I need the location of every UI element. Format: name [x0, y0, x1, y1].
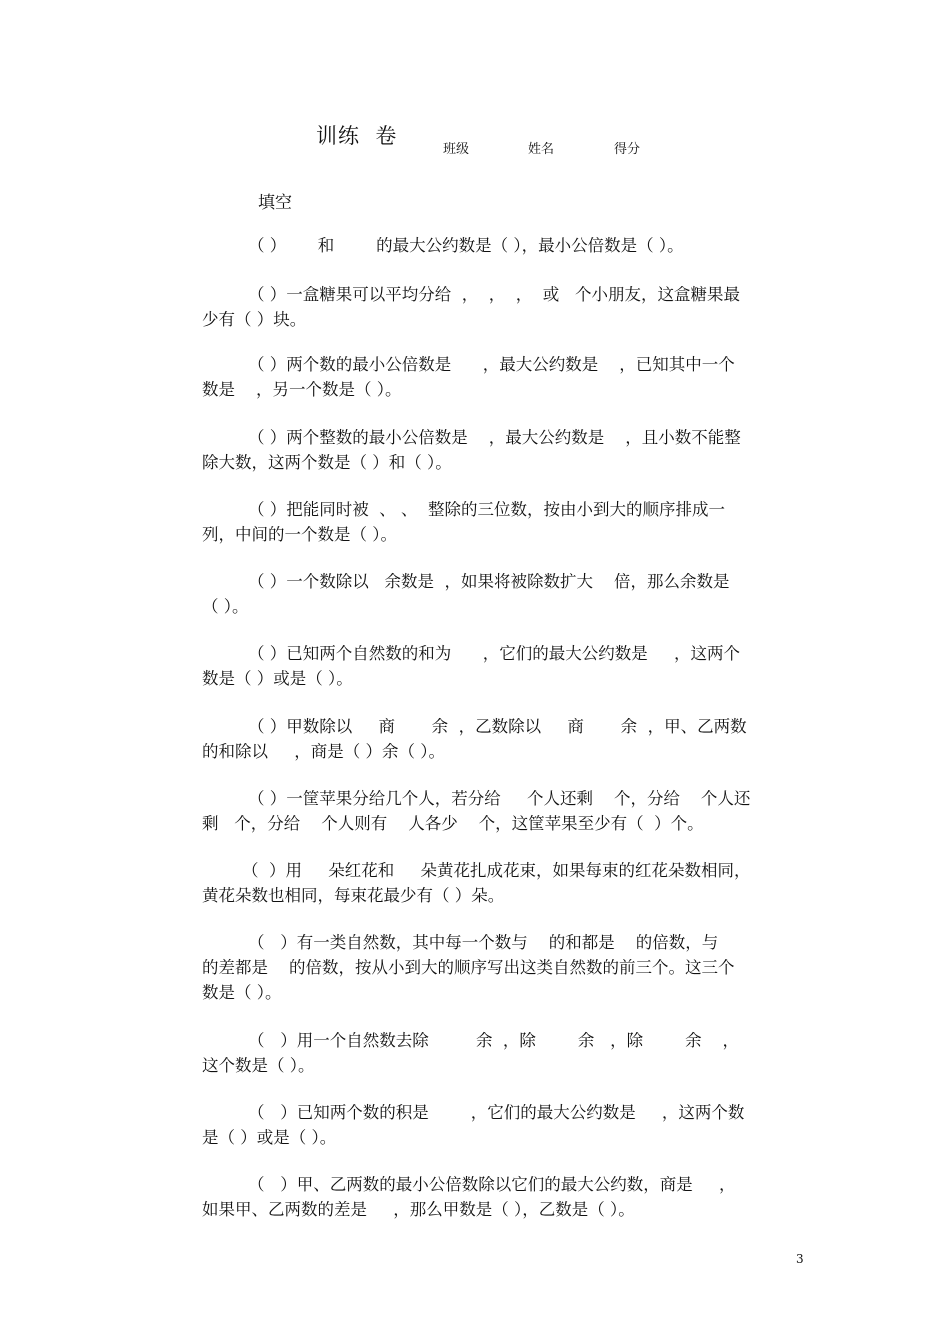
- question-text-cont: 剩 个，分给 个人则有 人各少 个，这筐苹果至少有（ ）个。: [202, 814, 704, 833]
- question-text: （ ）两个整数的最小公倍数是 ，最大公约数是 ，且小数不能整: [248, 428, 741, 447]
- question-text: （ ）有一类自然数，其中每一个数与 的和都是 的倍数，与: [248, 933, 719, 952]
- question-text-cont: 除大数，这两个数是（ ）和（ ）。: [202, 453, 452, 472]
- question-text: （ ）一筐苹果分给几个人，若分给 个人还剩 个，分给 个人还: [248, 789, 751, 808]
- question-13: [202, 1100, 810, 1150]
- question-text: （ ）一盒糖果可以平均分给 ， ， ， 或 个小朋友，这盒糖果最: [248, 285, 740, 304]
- page-title: 训练 卷: [316, 124, 398, 148]
- question-4: [202, 425, 810, 475]
- question-6: [202, 569, 810, 619]
- question-2: [202, 282, 810, 332]
- question-text-cont: 数是 ，另一个数是（ ）。: [202, 380, 402, 399]
- question-text-cont: 列，中间的一个数是（ ）。: [202, 525, 397, 544]
- question-3: [202, 352, 810, 402]
- question-text-cont: 黄花朵数也相同，每束花最少有（ ）朵。: [202, 886, 505, 905]
- question-11: [202, 930, 810, 1005]
- question-text: （ ）已知两个自然数的和为 ，它们的最大公约数是 ，这两个: [248, 644, 740, 663]
- question-7: [202, 641, 810, 691]
- question-text-cont: 的和除以 ，商是（ ）余（ ）。: [202, 742, 445, 761]
- question-8: [202, 714, 810, 764]
- score-label: 得分: [614, 142, 641, 157]
- question-14: [202, 1172, 810, 1222]
- class-label: 班级: [443, 142, 470, 157]
- question-10: [202, 858, 810, 908]
- question-12: [202, 1028, 810, 1078]
- question-text-cont: 数是（ ）。: [202, 983, 282, 1002]
- question-9: [202, 786, 810, 836]
- question-text-cont: 如果甲、乙两数的差是 ，那么甲数是（ ），乙数是（ ）。: [202, 1200, 635, 1219]
- question-text: （ ） 和 的最大公约数是（ ），最小公倍数是（ ）。: [248, 236, 684, 255]
- question-text: （ ）已知两个数的积是 ，它们的最大公约数是 ，这两个数: [248, 1103, 745, 1122]
- question-text-cont: 这个数是（ ）。: [202, 1056, 315, 1075]
- question-text-cont: 数是（ ）或是（ ）。: [202, 669, 353, 688]
- question-text-cont: （ ）。: [202, 597, 249, 616]
- page-number: 3: [796, 1252, 804, 1266]
- question-text: （ ）两个数的最小公倍数是 ，最大公约数是 ，已知其中一个: [248, 355, 735, 374]
- question-text: （ ）用 朵红花和 朵黄花扎成花束，如果每束的红花朵数相同，: [242, 861, 751, 880]
- question-text-cont: 少有（ ）块。: [202, 310, 307, 329]
- question-text-cont: 是（ ）或是（ ）。: [202, 1128, 337, 1147]
- section-title: 填空: [258, 193, 292, 213]
- question-text: （ ）甲、乙两数的最小公倍数除以它们的最大公约数，商是 ，: [248, 1175, 736, 1194]
- name-label: 姓名: [528, 142, 555, 157]
- question-text: （ ）把能同时被 、 、 整除的三位数，按由小到大的顺序排成一: [248, 500, 725, 519]
- question-text-cont: 的差都是 的倍数，按从小到大的顺序写出这类自然数的前三个。这三个: [202, 958, 735, 977]
- question-text: （ ）一个数除以 余数是 ，如果将被除数扩大 倍，那么余数是: [248, 572, 730, 591]
- question-1: [202, 233, 810, 258]
- question-5: [202, 497, 810, 547]
- question-text: （ ）甲数除以 商 余 ，乙数除以 商 余 ，甲、乙两数: [248, 717, 747, 736]
- question-text: （ ）用一个自然数去除 余 ，除 余 ，除 余 ，: [248, 1031, 740, 1050]
